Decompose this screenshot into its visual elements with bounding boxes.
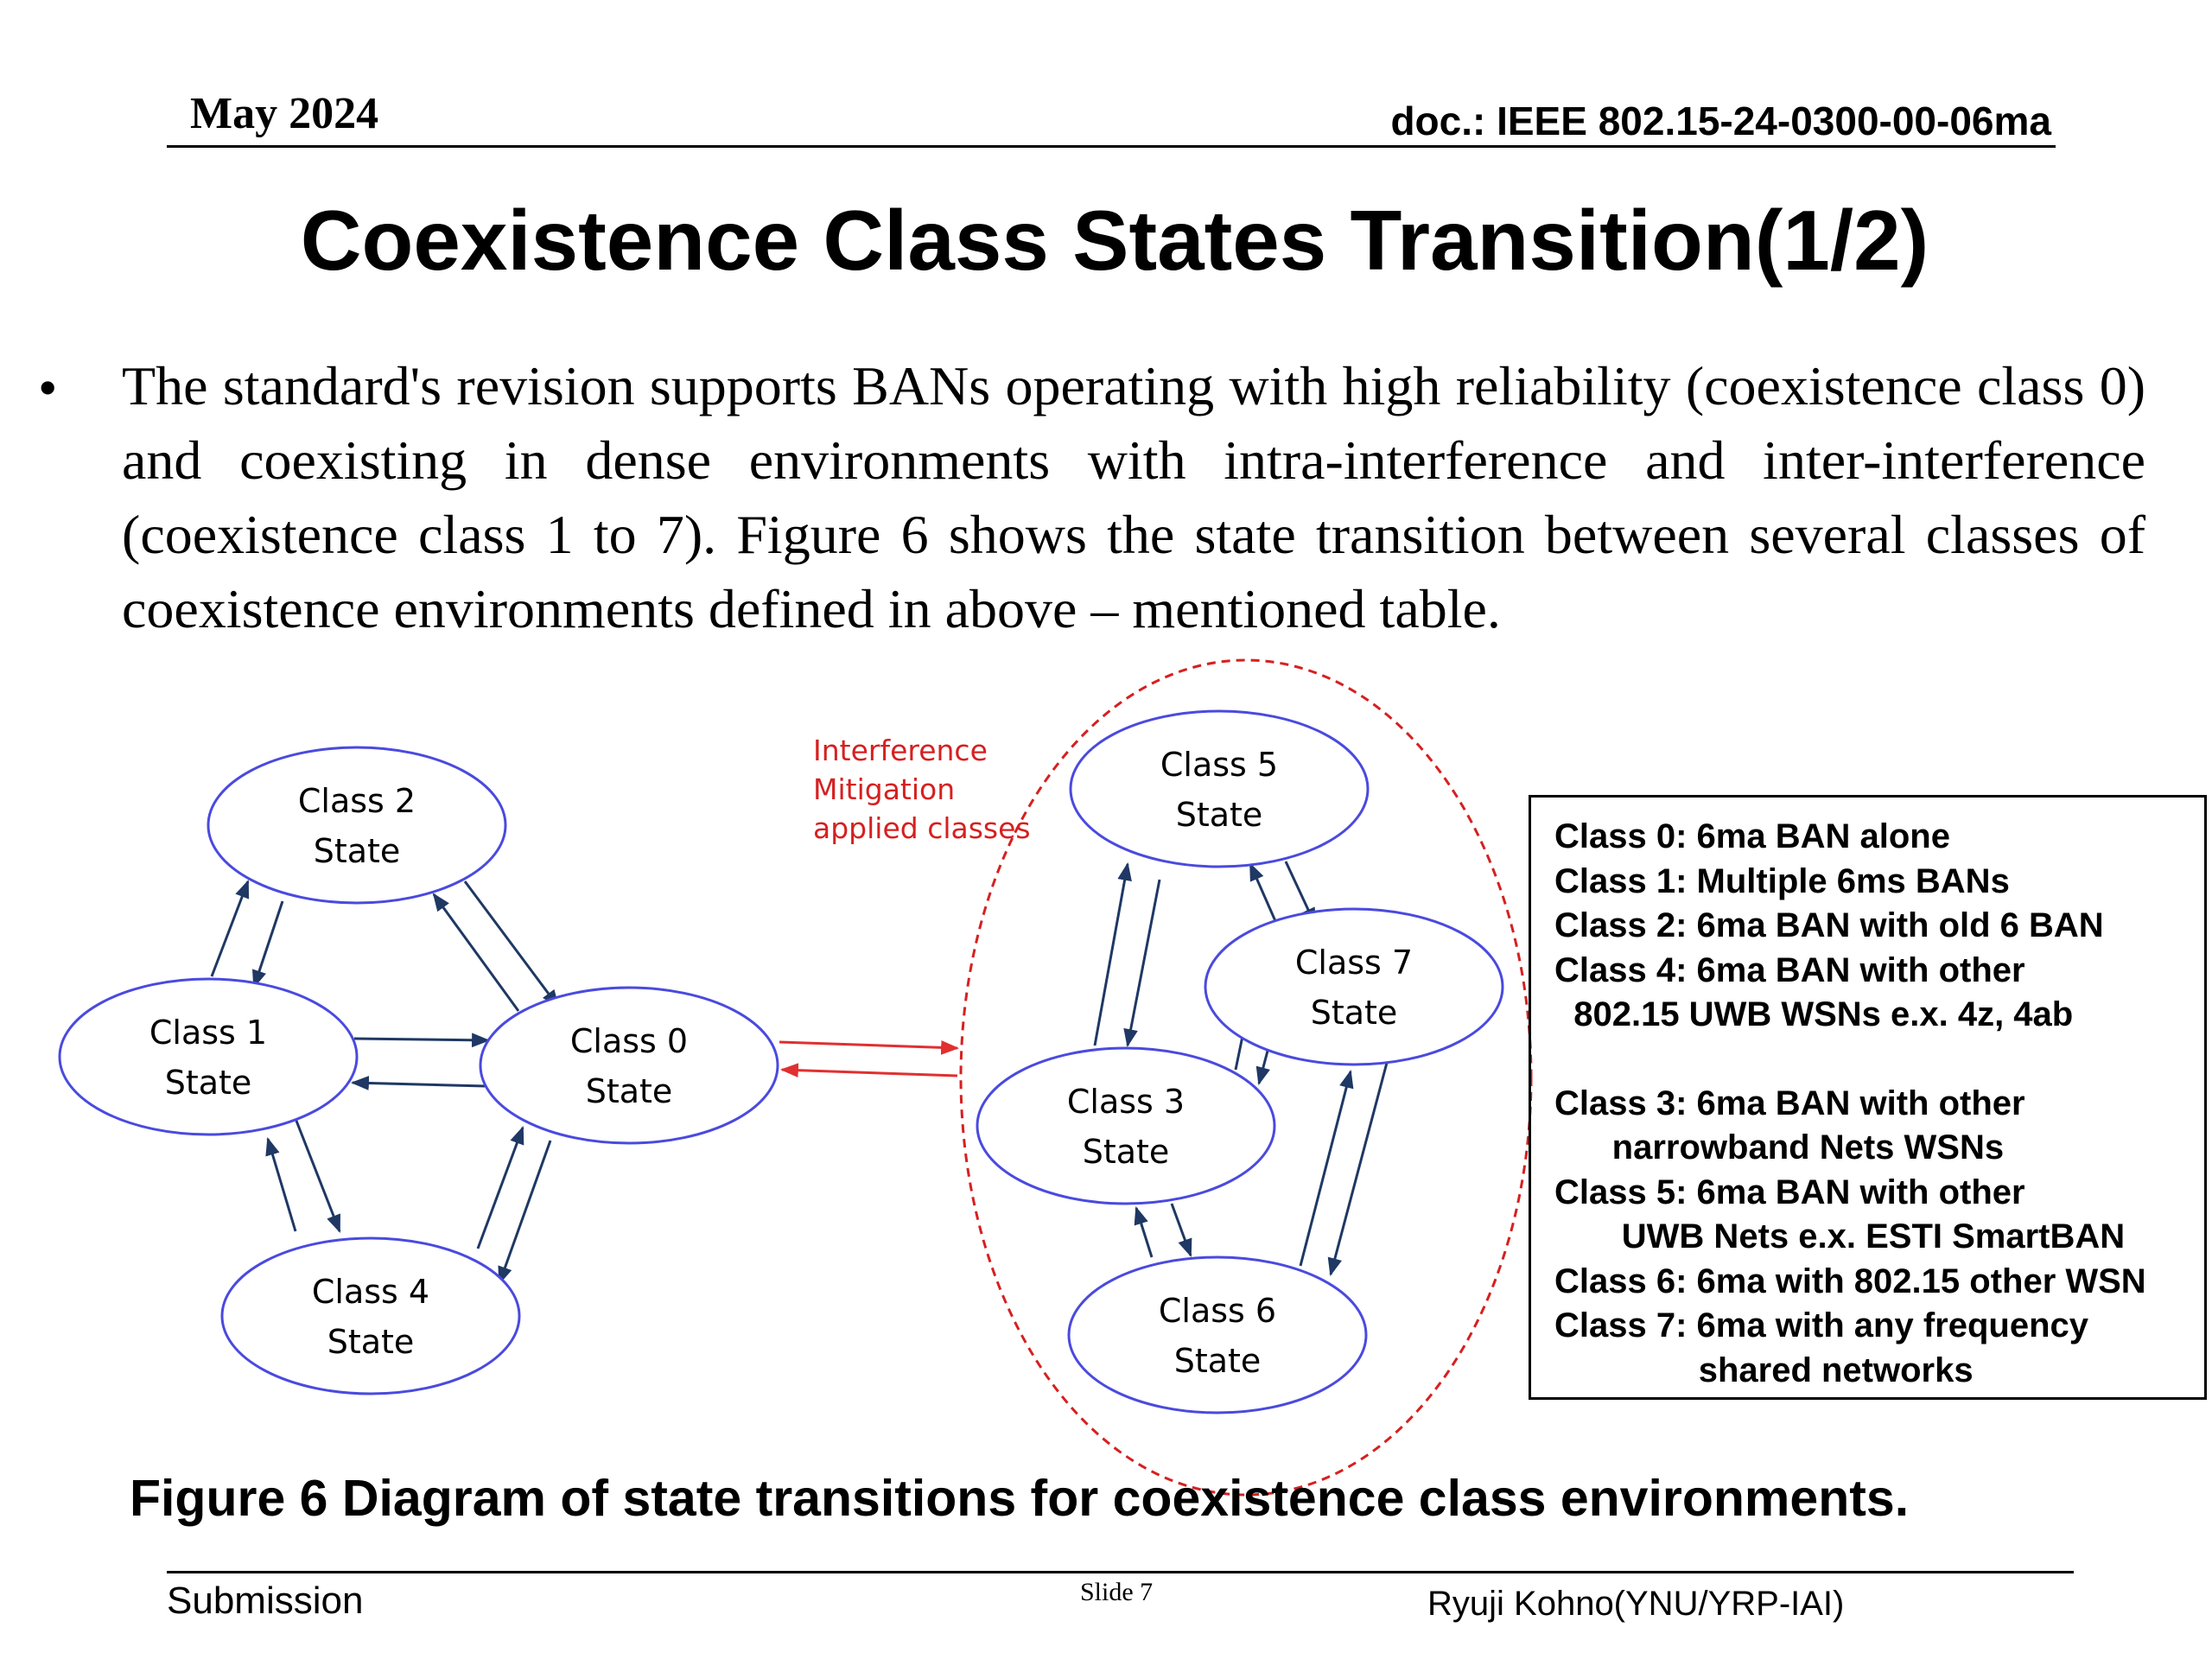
state-class4-label: Class 4 <box>311 1273 430 1311</box>
arrow-class0-to-class4 <box>499 1141 550 1283</box>
state-class6-label: Class 6 <box>1158 1292 1277 1330</box>
figure-caption: Figure 6 Diagram of state transitions for coexistence class environments. <box>130 1470 1910 1527</box>
footer-submission: Submission <box>167 1580 364 1622</box>
arrow-class3-to-class5 <box>1095 864 1128 1046</box>
arrow-class1-to-class0 <box>354 1039 488 1040</box>
state-class4 <box>222 1238 519 1394</box>
arrow-class7-to-class5 <box>1250 864 1279 929</box>
slide-title: Coexistence Class States Transition(1/2) <box>300 193 1929 288</box>
group-label-line-1: Interference <box>813 734 988 767</box>
legend-line: narrowband Nets WSNs <box>1554 1128 2005 1166</box>
arrow-class2-to-class1 <box>254 901 283 987</box>
footer-author: Ryuji Kohno(YNU/YRP-IAI) <box>1427 1585 1845 1623</box>
state-class3-sublabel: State <box>1082 1133 1170 1171</box>
legend-line: Class 1: Multiple 6ms BANs <box>1554 861 2010 900</box>
state-class3 <box>977 1048 1274 1204</box>
state-class1-label: Class 1 <box>149 1014 268 1052</box>
legend-line: Class 6: 6ma with 802.15 other WSN <box>1554 1262 2146 1300</box>
arrow-class1-to-class4 <box>295 1116 340 1231</box>
state-class1 <box>60 979 357 1135</box>
legend-line: shared networks <box>1554 1351 1974 1389</box>
legend-line: Class 3: 6ma BAN with other <box>1554 1084 2025 1122</box>
arrow-class0-to-group <box>779 1042 957 1048</box>
arrow-class6-to-class7 <box>1300 1071 1351 1266</box>
state-class5-sublabel: State <box>1175 796 1263 834</box>
arrow-group-to-class0 <box>782 1070 957 1076</box>
state-class2 <box>208 747 505 903</box>
arrow-class4-to-class1 <box>268 1139 296 1231</box>
arrow-class6-to-class3 <box>1136 1208 1152 1257</box>
footer-slide-number: Slide 7 <box>1080 1578 1154 1606</box>
state-class1-sublabel: State <box>164 1064 252 1102</box>
arrow-class7-to-class6 <box>1331 1063 1387 1274</box>
legend-line: UWB Nets e.x. ESTI SmartBAN <box>1554 1217 2126 1255</box>
group-label-line-2: Mitigation <box>813 772 956 806</box>
state-class0-label: Class 0 <box>569 1022 689 1060</box>
bullet-marker: • <box>38 357 58 418</box>
header-date: May 2024 <box>190 89 379 138</box>
state-class5 <box>1071 711 1368 867</box>
bullet-text: The standard's revision supports BANs operating with high reliability (coexistence class 0) and coexisting in dense environments with intra-interference and inter-interference (coexistence class 1 to 7). Figure 6 shows the state transition between several classes of coexistence environments defined in above – mentioned table. <box>122 355 2145 639</box>
interference-arrows <box>779 1042 957 1076</box>
legend-line: Class 2: 6ma BAN with old 6 BAN <box>1554 906 2104 944</box>
state-class4-sublabel: State <box>327 1323 415 1361</box>
state-class0 <box>480 988 778 1143</box>
arrow-class3-to-class6 <box>1172 1204 1191 1255</box>
group-label-line-3: applied classes <box>813 811 1031 845</box>
state-class0-sublabel: State <box>585 1072 673 1110</box>
legend-line: Class 7: 6ma with any frequency <box>1554 1306 2089 1344</box>
state-class5-label: Class 5 <box>1160 746 1279 784</box>
legend-line: Class 5: 6ma BAN with other <box>1554 1173 2025 1211</box>
state-class7-sublabel: State <box>1310 994 1398 1032</box>
state-class6 <box>1069 1257 1366 1413</box>
state-class6-sublabel: State <box>1173 1342 1262 1380</box>
arrow-class4-to-class0 <box>478 1128 523 1249</box>
legend-spacer <box>1554 1038 2204 1082</box>
state-class7 <box>1205 909 1503 1065</box>
state-class3-label: Class 3 <box>1066 1083 1185 1121</box>
class-legend <box>1529 795 2207 1400</box>
legend-line: 802.15 UWB WSNs e.x. 4z, 4ab <box>1554 995 2074 1033</box>
legend-line: Class 4: 6ma BAN with other <box>1554 950 2025 989</box>
arrow-class0-to-class2 <box>434 894 518 1011</box>
header-doc-id: doc.: IEEE 802.15-24-0300-00-06ma <box>1390 99 2051 143</box>
state-class2-label: Class 2 <box>297 782 416 820</box>
arrow-class2-to-class0 <box>465 881 558 1007</box>
footer-divider <box>167 1571 2074 1573</box>
arrow-class5-to-class3 <box>1128 880 1160 1046</box>
legend-line: Class 0: 6ma BAN alone <box>1554 817 1950 855</box>
state-class2-sublabel: State <box>313 832 401 870</box>
arrow-class1-to-class2 <box>212 881 248 976</box>
arrow-class0-to-class1 <box>353 1083 486 1086</box>
state-class7-label: Class 7 <box>1294 944 1414 982</box>
